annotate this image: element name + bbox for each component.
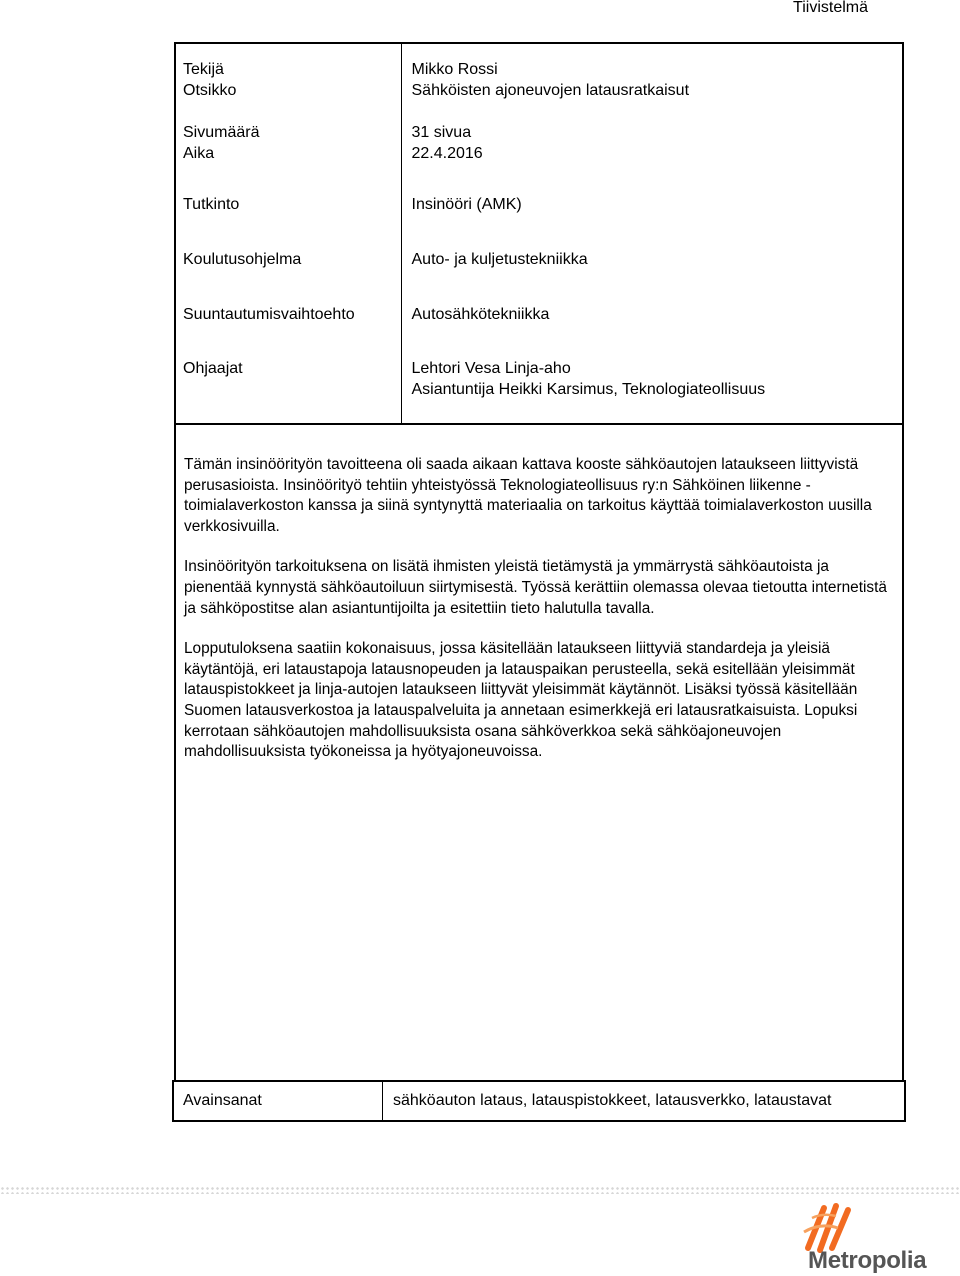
keywords-value: sähköauton lataus, latauspistokkeet, latausverkko, lataustavat (393, 1092, 832, 1109)
pages-label: Sivumäärä (183, 124, 260, 141)
meta-row-author-title (176, 44, 902, 190)
keywords-label: Avainsanat (174, 1082, 383, 1120)
meta-row-specialisation (176, 300, 902, 355)
abstract-paragraph-3: Lopputuloksena saatiin kokonaisuus, jossa käsitellään lataukseen liittyviä standardeja ja yleisiä käytäntöjä, eri lataustapoja latausnopeuden ja latauspaikan perusteella, sekä esitellään yleisimmät latauspistokkeet ja linja-autojen lataukseen liittyvät yleisimmät käytännöt. Lisäksi työssä käsitellään Suomen latausverkostoa ja latauspalveluita ja annetaan esimerkkejä eri latausratkaisuista. Lopuksi kerrotaan sähköautojen mahdollisuuksista osana sähköverkkoa sekä sähköajoneuvojen mahdollisuuksista työkoneissa ja hyötyajoneuvoissa. (184, 640, 858, 761)
specialisation-label: Suuntautumisvaihtoehto (176, 300, 401, 355)
meta-values-cell (401, 44, 902, 190)
title-label: Otsikko (183, 82, 237, 99)
supervisors-value (401, 355, 902, 424)
programme-label: Koulutusohjelma (176, 245, 401, 300)
abstract-text (184, 455, 894, 783)
supervisor-2: Asiantuntija Heikki Karsimus, Teknologiateollisuus (411, 381, 766, 398)
supervisor-1: Lehtori Vesa Linja-aho (411, 360, 571, 377)
author-label: Tekijä (183, 61, 224, 78)
dotted-divider (0, 1186, 960, 1194)
abstract-form (174, 42, 904, 1122)
logo-wordmark: Metropolia (808, 1247, 927, 1274)
keywords-row (172, 1080, 906, 1122)
time-label: Aika (183, 145, 215, 162)
date-value: 22.4.2016 (411, 145, 483, 162)
title-value: Sähköisten ajoneuvojen latausratkaisut (411, 82, 690, 99)
abstract-paragraph-1: Tämän insinöörityön tavoitteena oli saada aikaan kattava kooste sähköautojen lataukseen liittyvistä perusasioista. Insinöörityö tehtiin yhteistyössä Teknologiateollisuus ry:n Sähköinen liikenne -toimialaverkoston kanssa ja siinä syntynyttä materiaalia on tarkoitus käyttää toimialaverkoston uusilla verkkosivuilla. (184, 456, 872, 535)
meta-row-supervisors (176, 355, 902, 424)
meta-row-programme (176, 245, 902, 300)
pages-value: 31 sivua (411, 124, 472, 141)
meta-row-degree (176, 190, 902, 245)
supervisors-label: Ohjaajat (176, 355, 401, 424)
degree-label: Tutkinto (176, 190, 401, 245)
author-value: Mikko Rossi (411, 61, 498, 78)
programme-value: Auto- ja kuljetustekniikka (411, 251, 588, 268)
meta-labels-cell (176, 44, 401, 190)
abstract-paragraph-2: Insinöörityön tarkoituksena on lisätä ihmisten yleistä tietämystä ja ymmärrystä sähköautoista ja pienentää kynnystä sähköautoiluun siirtymisestä. Työssä kerättiin olemassa olevaa tietoutta internetistä ja sähköpostitse alan asiantuntijoilta ja esitettiin tieto halutulla tavalla. (184, 558, 887, 617)
specialisation-value: Autosähkötekniikka (411, 306, 550, 323)
degree-value: Insinööri (AMK) (411, 196, 522, 213)
metadata-table (176, 44, 902, 425)
page-header-title: Tiivistelmä (793, 0, 868, 16)
